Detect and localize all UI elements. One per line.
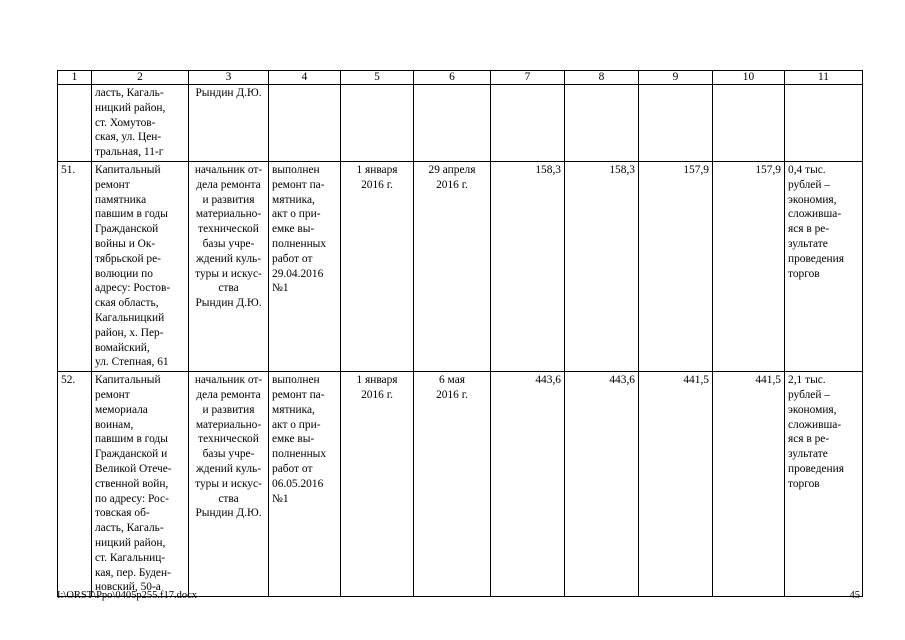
cell-result: выполнен ремонт па- мятника, акт о при- емке вы- полненных работ от 29.04.2016 №1 <box>269 161 341 371</box>
table-row <box>58 372 863 597</box>
cell-note <box>785 85 863 162</box>
cell-start: 1 января 2016 г. <box>341 372 414 597</box>
cell-c8: 443,6 <box>565 372 639 597</box>
footer-file-path: I:\ORST\Ppo\0405p255.f17.docx <box>57 590 198 601</box>
cell-c9 <box>639 85 713 162</box>
cell-end: 29 апреля 2016 г. <box>414 161 491 371</box>
report-table <box>57 70 863 597</box>
cell-responsible: начальник от- дела ремонта и развития материально- технической базы учре- ждений куль- туры и искус- ства Рындин Д.Ю. <box>189 372 269 597</box>
cell-c9: 157,9 <box>639 161 713 371</box>
column-number: 5 <box>341 71 414 85</box>
cell-c8 <box>565 85 639 162</box>
cell-number <box>58 85 92 162</box>
column-number: 11 <box>785 71 863 85</box>
cell-c10: 441,5 <box>713 372 785 597</box>
column-number: 6 <box>414 71 491 85</box>
cell-result <box>269 85 341 162</box>
cell-end: 6 мая 2016 г. <box>414 372 491 597</box>
cell-object: ласть, Кагаль- ницкий район, ст. Хомутов- ская, ул. Цен- тральная, 11-г <box>92 85 189 162</box>
column-number: 2 <box>92 71 189 85</box>
cell-c10 <box>713 85 785 162</box>
cell-c9: 441,5 <box>639 372 713 597</box>
page-number: 45 <box>849 590 860 601</box>
cell-number: 52. <box>58 372 92 597</box>
cell-object: Капитальный ремонт памятника павшим в годы Гражданской войны и Ок- тябрьской ре- волюции по адресу: Ростов- ская область, Кагальницкий район, х. Пер- вомайский, ул. Степная, 61 <box>92 161 189 371</box>
cell-number: 51. <box>58 161 92 371</box>
cell-responsible: Рындин Д.Ю. <box>189 85 269 162</box>
cell-object: Капитальный ремонт мемориала воинам, павшим в годы Гражданской и Великой Отече- ственной войн, по адресу: Рос- товская об- ласть, Кагаль- ницкий район, ст. Кагальниц- кая, пер. Буден- новский, 50-а <box>92 372 189 597</box>
column-number: 7 <box>491 71 565 85</box>
cell-start <box>341 85 414 162</box>
column-number: 8 <box>565 71 639 85</box>
cell-responsible: начальник от- дела ремонта и развития материально- технической базы учре- ждений куль- туры и искус- ства Рындин Д.Ю. <box>189 161 269 371</box>
cell-c10: 157,9 <box>713 161 785 371</box>
column-number: 4 <box>269 71 341 85</box>
cell-c7: 443,6 <box>491 372 565 597</box>
cell-end <box>414 85 491 162</box>
cell-result: выполнен ремонт па- мятника, акт о при- емке вы- полненных работ от 06.05.2016 №1 <box>269 372 341 597</box>
column-number: 10 <box>713 71 785 85</box>
cell-note: 0,4 тыс. рублей – экономия, сложивша- яся в ре- зультате проведения торгов <box>785 161 863 371</box>
continued-row <box>58 85 863 162</box>
cell-start: 1 января 2016 г. <box>341 161 414 371</box>
table-row <box>58 161 863 371</box>
cell-c8: 158,3 <box>565 161 639 371</box>
cell-note: 2,1 тыс. рублей – экономия, сложивша- яся в ре- зультате проведения торгов <box>785 372 863 597</box>
cell-c7: 158,3 <box>491 161 565 371</box>
column-number: 1 <box>58 71 92 85</box>
column-number: 3 <box>189 71 269 85</box>
cell-c7 <box>491 85 565 162</box>
column-number-row <box>58 71 863 85</box>
column-number: 9 <box>639 71 713 85</box>
